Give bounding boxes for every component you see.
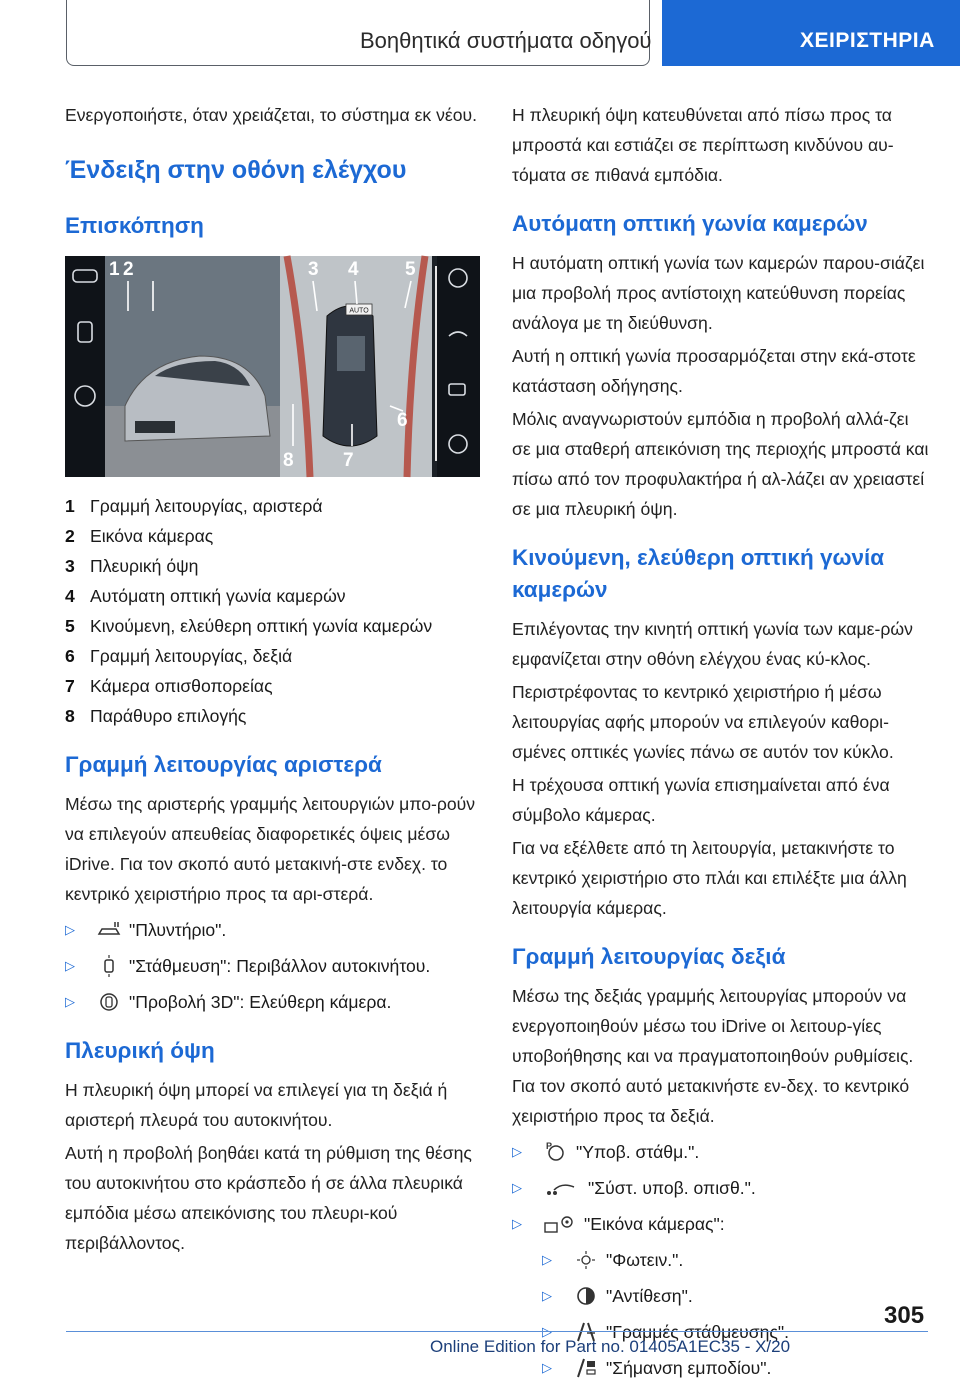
camera-sub-brightness: ▷ "Φωτειν.". <box>512 1245 930 1275</box>
triangle-bullet-icon: ▷ <box>65 958 75 973</box>
triangle-bullet-icon: ▷ <box>512 1180 522 1195</box>
left-bar-item-wash: ▷ "Πλυντήριο". <box>65 915 483 945</box>
figure-label-7: 7 <box>343 450 354 471</box>
heading-left-bar: Γραμμή λειτουργίας αριστερά <box>65 752 382 777</box>
triangle-bullet-icon: ▷ <box>542 1324 552 1339</box>
heading-right-bar: Γραμμή λειτουργίας δεξιά <box>512 944 786 969</box>
heading-free-view: Κινούμενη, ελεύθερη οπτική γωνία καμερών <box>512 545 885 602</box>
obstacle-marking-icon <box>572 1357 600 1379</box>
left-bar-text: Μέσω της αριστερής γραμμής λειτουργιών μπο-ρούν να επιλεγούν απευθείας διαφορετικές όψεις μέσω iDrive. Για τον σκοπό αυτό μετακινή-στε ενδεχ. το κεντρικό χειριστήριο προς τα αρι-στερά. <box>65 794 476 904</box>
auto-view-text-3: Μόλις αναγνωριστούν εμπόδια η προβολή αλλά-ζει σε μια σταθερή απεικόνιση της περιοχής μπροστά και πίσω από τον προφυλακτήρα ή αλ-λάζει αν χρειαστεί σε μια πλευρική όψη. <box>512 409 929 519</box>
legend-item: 2 Εικόνα κάμερας <box>65 526 214 546</box>
figure-label-6: 6 <box>397 410 408 431</box>
free-view-text-1: Επιλέγοντας την κινητή οπτική γωνία των καμε-ρών εμφανίζεται στην οθόνη ελέγχου ένας κύ-κλος. <box>512 619 913 669</box>
triangle-bullet-icon: ▷ <box>542 1360 552 1375</box>
side-view-text-1: Η πλευρική όψη μπορεί να επιλεγεί για τη δεξιά ή αριστερή πλευρά του αυτοκινήτου. <box>65 1080 448 1130</box>
heading-overview: Επισκόπηση <box>65 213 204 238</box>
free-view-text-3: Η τρέχουσα οπτική γωνία επισημαίνεται από ένα σύμβολο κάμερας. <box>512 775 890 825</box>
figure-label-5: 5 <box>405 259 416 280</box>
triangle-bullet-icon: ▷ <box>542 1252 552 1267</box>
auto-view-text-2: Αυτή η οπτική γωνία προσαρμόζεται στην εκά-στοτε κατάσταση οδήγησης. <box>512 346 916 396</box>
figure-legend <box>65 491 483 731</box>
legend-item: 8 Παράθυρο επιλογής <box>65 706 247 726</box>
right-bar-item-park-assist: ▷ P "Υποβ. στάθμ.". <box>512 1137 930 1167</box>
triangle-bullet-icon: ▷ <box>65 922 75 937</box>
right-column <box>512 100 930 1383</box>
heading-display: Ένδειξη στην οθόνη ελέγχου <box>65 156 407 184</box>
page-number: 305 <box>884 1302 925 1329</box>
heading-auto-view: Αυτόματη οπτική γωνία καμερών <box>512 211 868 236</box>
right-bar-item-reverse-assist: ▷ "Σύστ. υποβ. οπισθ.". <box>512 1173 930 1203</box>
side-view-text-2: Αυτή η προβολή βοηθάει κατά τη ρύθμιση της θέσης του αυτοκινήτου στο κράσπεδο ή σε άλλα πλευρικά εμπόδια μέσω απεικόνισης του πλευρι-κού περιβάλλοντος. <box>65 1143 472 1253</box>
legend-item: 1 Γραμμή λειτουργίας, αριστερά <box>65 496 323 516</box>
camera-sub-contrast: ▷ "Αντίθεση". <box>512 1281 930 1311</box>
figure-label-2: 2 <box>123 259 134 280</box>
left-bar-item-parking: ▷ "Στάθμευση": Περιβάλλον αυτοκινήτου. <box>65 951 483 981</box>
brightness-icon <box>572 1249 600 1271</box>
right-bar-item-camera-image: ▷ "Εικόνα κάμερας": <box>512 1209 930 1239</box>
parking-view-icon <box>95 955 123 977</box>
contrast-icon <box>572 1285 600 1307</box>
triangle-bullet-icon: ▷ <box>65 994 75 1009</box>
view-3d-icon <box>95 991 123 1013</box>
header-tab-label: ΧΕΙΡΙΣΤΗΡΙΑ <box>800 29 935 52</box>
legend-item: 6 Γραμμή λειτουργίας, δεξιά <box>65 646 293 666</box>
footer-divider <box>66 1331 928 1332</box>
car-wash-icon <box>95 919 123 941</box>
heading-side-view: Πλευρική όψη <box>65 1038 215 1063</box>
left-bar-item-3d: ▷ "Προβολή 3D": Ελεύθερη κάμερα. <box>65 987 483 1017</box>
right-bar-text: Μέσω της δεξιάς γραμμής λειτουργίας μπορούν να ενεργοποιηθούν μέσω του iDrive οι λειτουρ-γίες υποβοήθησης και να πραγματοποιηθούν ρυθμίσεις. Για τον σκοπό αυτό μετακινήστε εν-δεχ. το κεντρικό χειριστήριο προς τα δεξιά. <box>512 986 914 1126</box>
camera-sub-obstacle-marking: ▷ "Σήμανση εμποδίου". <box>512 1353 930 1383</box>
overview-figure <box>65 256 480 477</box>
svg-text:P: P <box>546 1141 553 1151</box>
header-section-title: Βοηθητικά συστήματα οδηγού <box>360 28 652 53</box>
triangle-bullet-icon: ▷ <box>512 1144 522 1159</box>
free-view-text-4: Για να εξέλθετε από τη λειτουργία, μετακινήστε το κεντρικό χειριστήριο στο πλάι και επιλέξτε μια άλλη λειτουργία κάμερας. <box>512 838 907 918</box>
auto-view-text-1: Η αυτόματη οπτική γωνία των καμερών παρου-σιάζει μια προβολή προς αντίστοιχη κατεύθυνση πορείας ανάλογα με τη διεύθυνση. <box>512 253 925 333</box>
side-view-text-3: Η πλευρική όψη κατευθύνεται από πίσω προς τα μπροστά και εστιάζει σε περίπτωση κινδύνου αυ-τόματα σε πιθανά εμπόδια. <box>512 105 894 185</box>
legend-item: 7 Κάμερα οπισθοπορείας <box>65 676 273 696</box>
camera-sub-parking-lines: ▷ "Γραμμές στάθμευσης". <box>512 1317 930 1347</box>
figure-label-3: 3 <box>308 259 319 280</box>
free-view-text-2: Περιστρέφοντας το κεντρικό χειριστήριο ή μέσω λειτουργίας αφής μπορούν να επιλεγούν καθορι-σμένες οπτικές γωνίες πάνω σε αυτόν τον κύκλο. <box>512 682 894 762</box>
camera-screen-illustration <box>65 256 480 477</box>
figure-label-4: 4 <box>348 259 359 280</box>
triangle-bullet-icon: ▷ <box>542 1288 552 1303</box>
triangle-bullet-icon: ▷ <box>512 1216 522 1231</box>
legend-item: 4 Αυτόματη οπτική γωνία καμερών <box>65 586 346 606</box>
intro-text: Ενεργοποιήστε, όταν χρειάζεται, το σύστημα εκ νέου. <box>65 105 478 125</box>
left-column <box>65 100 483 1261</box>
park-assist-icon <box>542 1141 570 1163</box>
footer-edition: Online Edition for Part no. 01405A1EC35 - X/20 <box>430 1337 791 1356</box>
camera-settings-icon <box>542 1213 578 1235</box>
legend-item: 3 Πλευρική όψη <box>65 556 199 576</box>
figure-label-1: 1 <box>109 259 120 280</box>
reverse-assist-icon <box>542 1177 582 1199</box>
figure-label-8: 8 <box>283 450 294 471</box>
legend-item: 5 Κινούμενη, ελεύθερη οπτική γωνία καμερών <box>65 616 433 636</box>
figure-auto-badge: AUTO <box>349 307 369 315</box>
